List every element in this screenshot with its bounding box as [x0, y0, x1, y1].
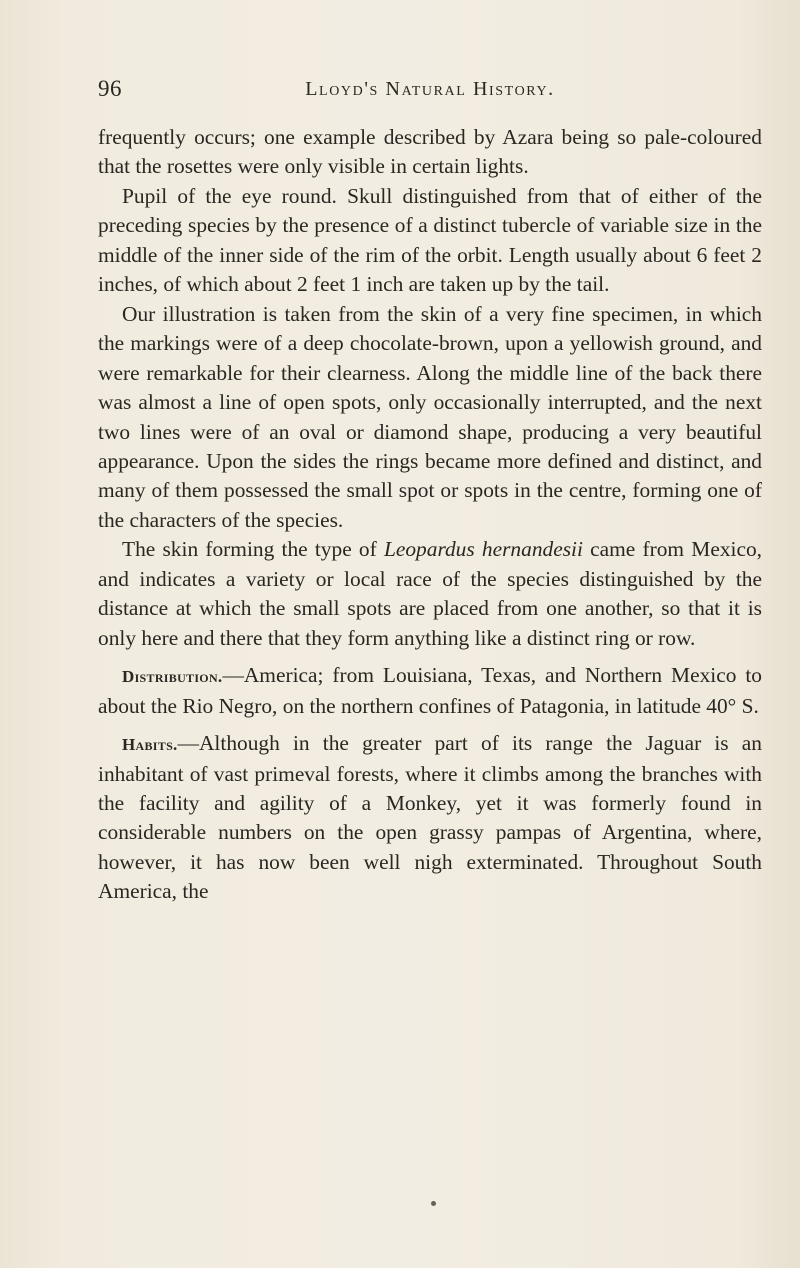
distribution-text: —America; from Louisiana, Texas, and Northern Mexico to about the Rio Negro, on the northern confines of Patagonia, in latitude 40° S. — [98, 663, 762, 718]
paragraph-distribution — [98, 661, 762, 721]
paragraph-illustration: Our illustration is taken from the skin of a very fine specimen, in which the markings were of a deep chocolate-brown, upon a yellowish ground, and were remarkable for their clearness. Along the middle line of the back there was almost a line of open spots, only occasionally interrupted, and the next two lines were of an oval or diamond shape, producing a very beautiful appearance. Upon the sides the rings became more defined and distinct, and many of them possessed the small spot or spots in the centre, forming one of the characters of the species. — [98, 301, 762, 532]
running-head: Lloyd's Natural History. — [305, 78, 555, 100]
habits-text: —Although in the greater part of its range the Jaguar is an inhabitant of vast primeval forests, where it climbs among the branches with the facility and agility of a Monkey, yet it was formerly found in considerable numbers on the open grassy pampas of Argentina, where, however, it has now been well nigh exterminated. Throughout South America, the — [98, 731, 762, 904]
ink-dot — [431, 1201, 436, 1206]
habits-label: Habits. — [122, 735, 178, 755]
paragraph-skull-description: Pupil of the eye round. Skull distinguished from that of either of the preceding species by the presence of a distinct tubercle of variable size in the middle of the inner side of the rim of the orbit. Length usually about 6 feet 2 inches, of which about 2 feet 1 inch are taken up by the tail. — [98, 183, 762, 297]
type-text-before: The skin forming the type of — [122, 537, 384, 562]
paragraph-continuation: frequently occurs; one example described by Azara being so pale-coloured that the rosettes were only visible in certain lights. — [98, 125, 762, 179]
distribution-label: Distribution. — [122, 667, 223, 687]
page-header — [98, 76, 762, 106]
paragraph-type-specimen — [98, 535, 762, 653]
type-text-after: came from Mexico, and indicates a variety or local race of the species distinguished by the distance at which the small spots are placed from one another, so that it is only here and there that they form anything like a distinct ring or row. — [98, 537, 762, 650]
page-number: 96 — [98, 76, 122, 101]
taxon-name: Leopardus hernandesii — [383, 537, 583, 562]
body-text — [98, 123, 762, 907]
paragraph-habits — [98, 729, 762, 907]
